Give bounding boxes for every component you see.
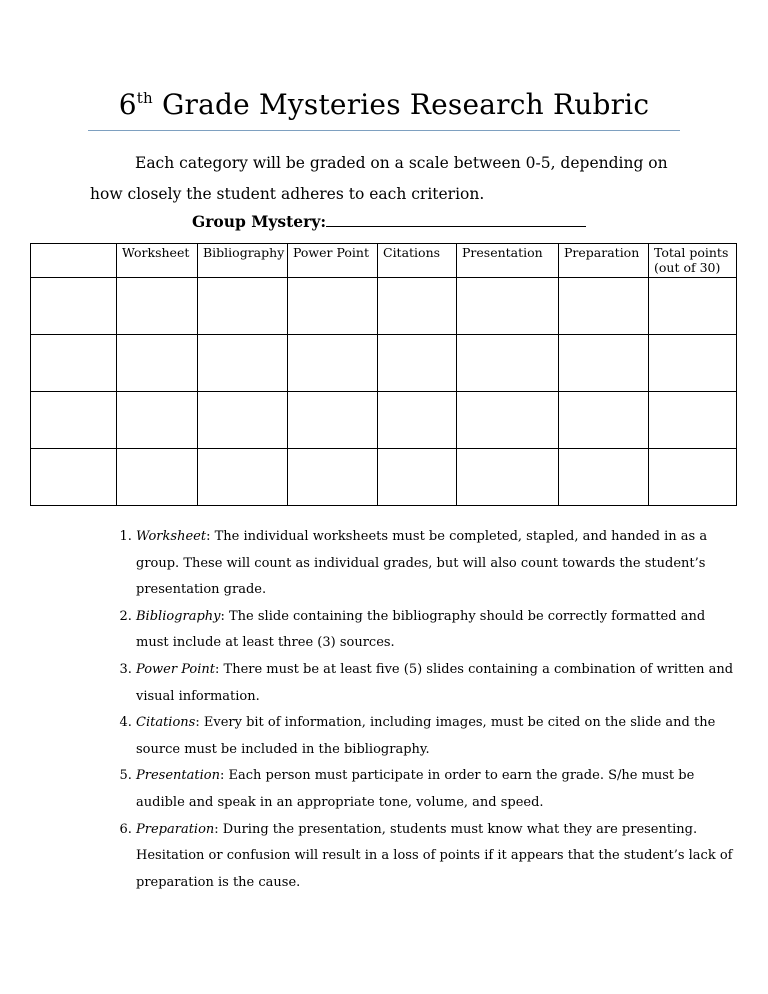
title-superscript: th	[136, 89, 153, 107]
criteria-text: : The individual worksheets must be completed, stapled, and handed in as a group. These will count as individual grades, but will also count towards the student’s presentation grade.	[136, 529, 708, 598]
header-cell-total-points: Total points (out of 30)	[649, 244, 737, 278]
criteria-term: Worksheet	[136, 529, 207, 544]
table-row	[31, 449, 737, 506]
table-cell[interactable]	[31, 278, 117, 335]
group-mystery-line	[192, 212, 586, 231]
table-cell[interactable]	[117, 335, 198, 392]
header-cell-preparation: Preparation	[559, 244, 649, 278]
criteria-item	[136, 604, 736, 657]
criteria-term: Preparation	[136, 821, 215, 837]
criteria-text: : There must be at least five (5) slides containing a combination of written and visual information.	[136, 661, 734, 704]
table-cell[interactable]	[457, 335, 559, 392]
table-cell[interactable]	[457, 278, 559, 335]
table-row	[31, 278, 737, 335]
table-cell[interactable]	[649, 392, 737, 449]
criteria-term: Presentation	[136, 768, 220, 784]
rubric-table	[30, 243, 737, 506]
table-cell[interactable]	[198, 449, 288, 506]
table-cell[interactable]	[378, 335, 457, 392]
table-cell[interactable]	[559, 278, 649, 335]
header-cell-citations: Citations	[378, 244, 457, 278]
table-cell[interactable]	[649, 449, 737, 506]
criteria-item	[136, 763, 736, 816]
table-cell[interactable]	[457, 449, 559, 506]
criteria-text: : Each person must participate in order to earn the grade. S/he must be audible and speak in an appropriate tone, volume, and speed.	[136, 768, 695, 810]
table-row	[31, 335, 737, 392]
header-cell-power-point: Power Point	[288, 244, 378, 278]
criteria-text: : Every bit of information, including images, must be cited on the slide and the source must be included in the bibliography.	[136, 715, 716, 757]
table-cell[interactable]	[288, 449, 378, 506]
criteria-text: : During the presentation, students must know what they are presenting. Hesitation or confusion will result in a loss of points if it appears that the student’s lack of preparation is the cause.	[136, 821, 733, 890]
table-cell[interactable]	[31, 392, 117, 449]
table-cell[interactable]	[198, 335, 288, 392]
group-mystery-blank	[326, 212, 586, 227]
criteria-item	[136, 524, 736, 604]
title-text: Grade Mysteries Research Rubric	[152, 88, 650, 121]
group-mystery-label: Group Mystery:	[192, 212, 327, 231]
table-row	[31, 392, 737, 449]
table-cell[interactable]	[378, 449, 457, 506]
table-cell[interactable]	[31, 335, 117, 392]
table-cell[interactable]	[117, 392, 198, 449]
table-cell[interactable]	[117, 449, 198, 506]
header-cell-blank	[31, 244, 117, 278]
header-cell-worksheet: Worksheet	[117, 244, 198, 278]
table-cell[interactable]	[649, 278, 737, 335]
table-cell[interactable]	[288, 278, 378, 335]
criteria-term: Bibliography	[136, 608, 221, 624]
criteria-list	[90, 524, 736, 896]
title-divider	[88, 130, 680, 131]
table-cell[interactable]	[198, 278, 288, 335]
table-cell[interactable]	[378, 392, 457, 449]
table-cell[interactable]	[288, 335, 378, 392]
table-cell[interactable]	[559, 335, 649, 392]
table-cell[interactable]	[288, 392, 378, 449]
criteria-term: Citations	[136, 715, 196, 731]
table-cell[interactable]	[559, 449, 649, 506]
page-title	[0, 88, 768, 121]
criteria-item	[136, 657, 736, 710]
criteria-item	[136, 817, 736, 897]
title-prefix: 6	[118, 88, 137, 121]
criteria-item	[136, 710, 736, 763]
header-cell-bibliography: Bibliography	[198, 244, 288, 278]
table-cell[interactable]	[559, 392, 649, 449]
table-cell[interactable]	[457, 392, 559, 449]
criteria-text: : The slide containing the bibliography should be correctly formatted and must include at least three (3) sources.	[136, 608, 706, 651]
table-cell[interactable]	[117, 278, 198, 335]
table-header-row	[31, 244, 737, 278]
criteria-term: Power Point	[136, 661, 216, 677]
table-cell[interactable]	[378, 278, 457, 335]
table-cell[interactable]	[649, 335, 737, 392]
header-cell-presentation: Presentation	[457, 244, 559, 278]
table-cell[interactable]	[198, 392, 288, 449]
table-cell[interactable]	[31, 449, 117, 506]
intro-paragraph	[90, 148, 690, 210]
intro-text: Each category will be graded on a scale between 0-5, depending on how closely the student adheres to each criterion.	[90, 154, 668, 203]
